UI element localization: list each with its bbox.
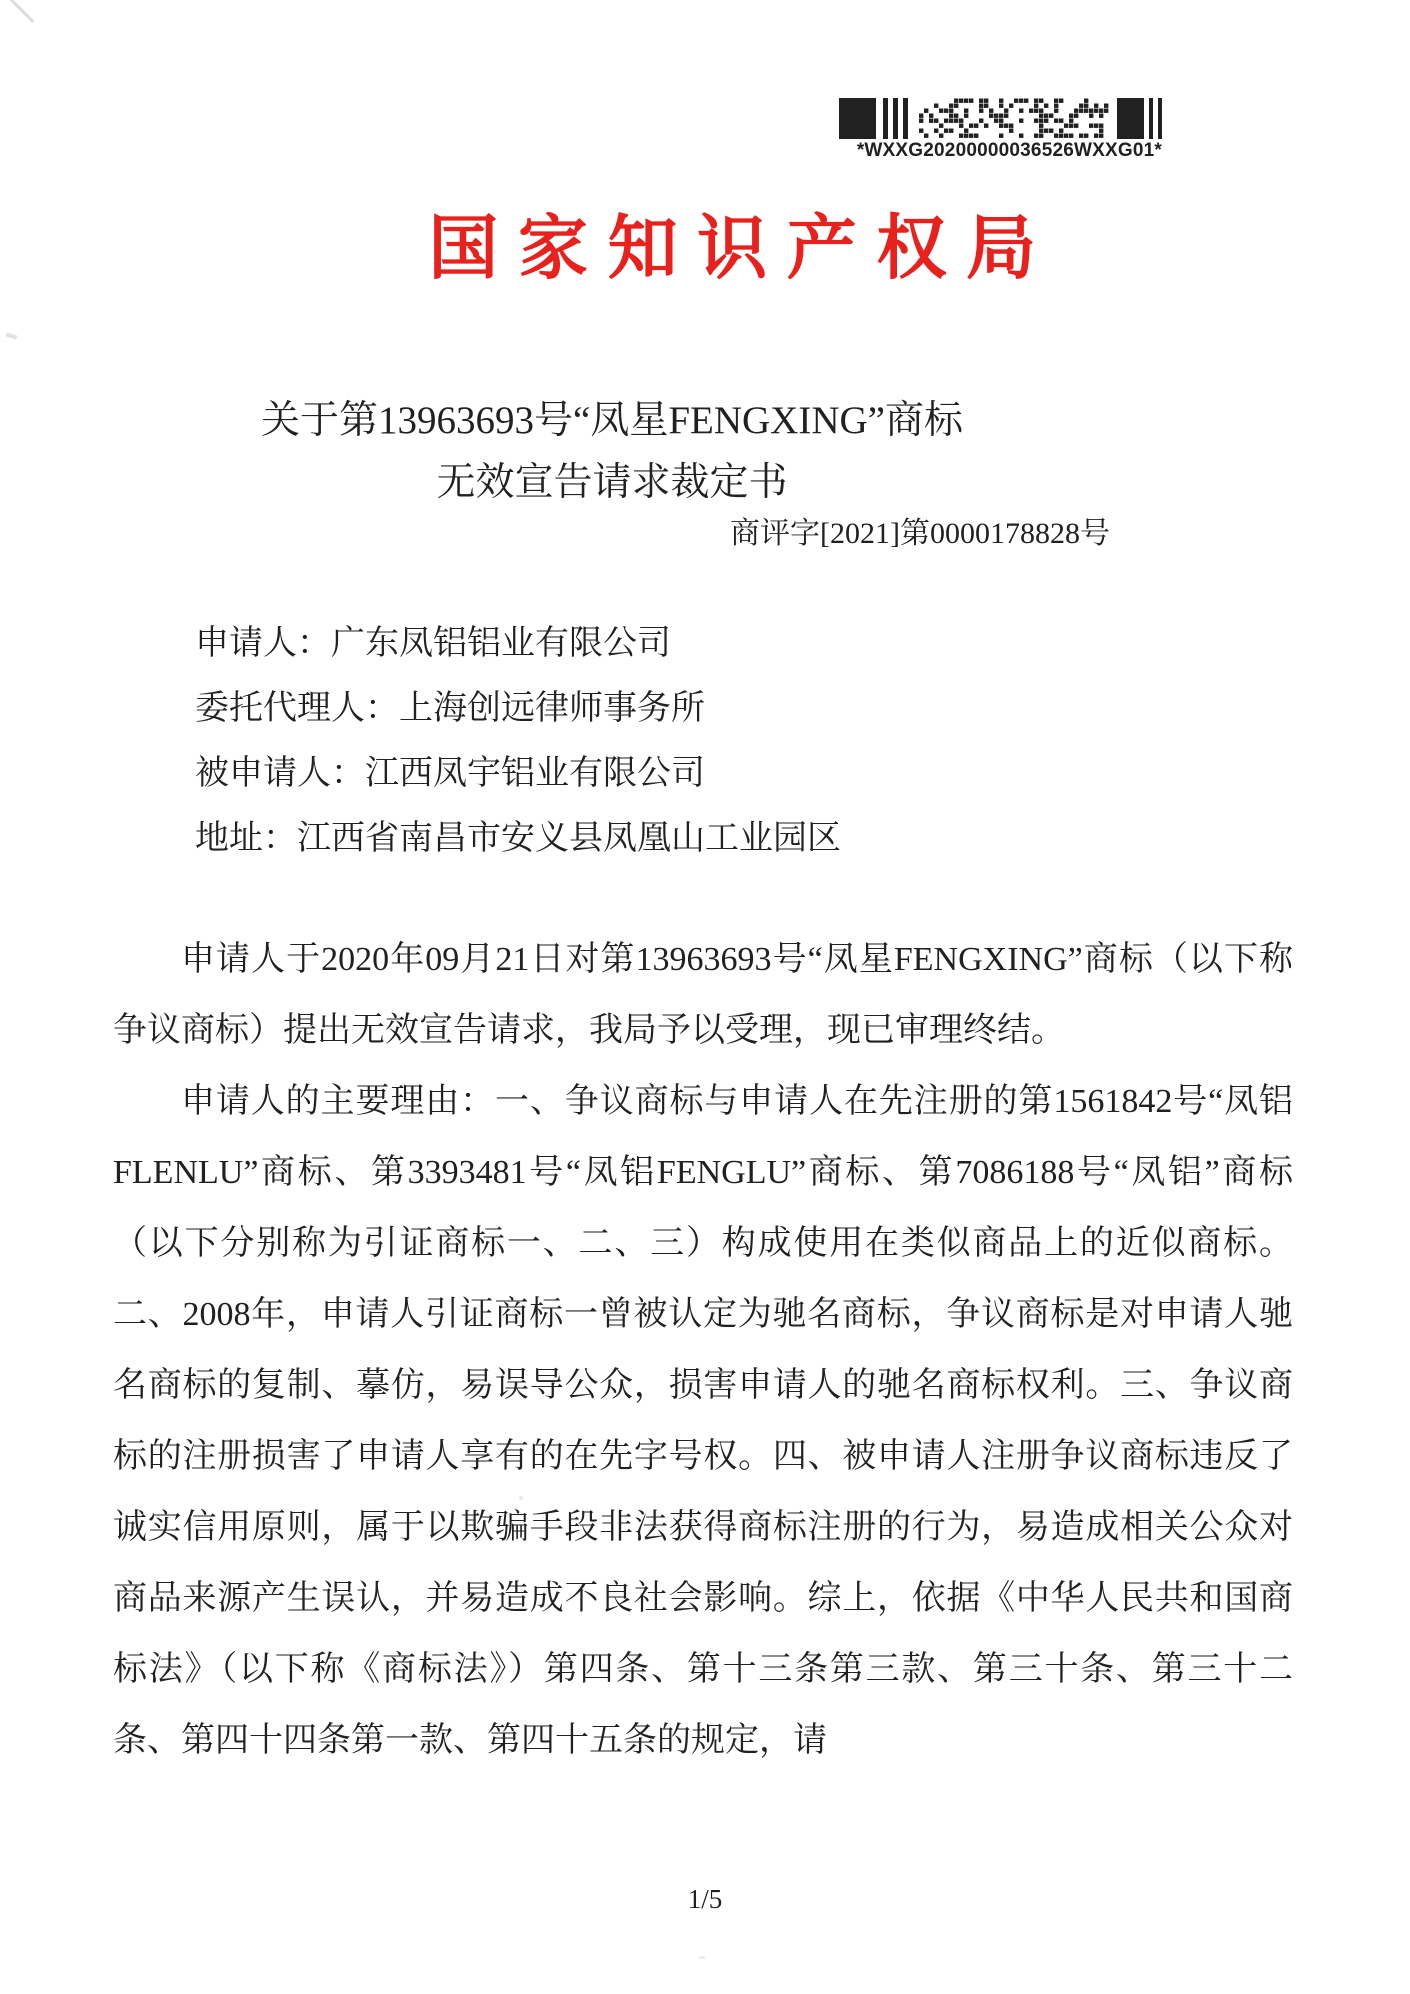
document-title-line2: 无效宣告请求裁定书 bbox=[436, 461, 788, 504]
barcode-bar bbox=[883, 98, 888, 139]
party-line: 地址：江西省南昌市安义县凤凰山工业园区 bbox=[195, 820, 841, 857]
body-paragraph: 申请人的主要理由：一、争议商标与申请人在先注册的第1561842号“凤铝 FLENLU”商标、第3393481号“凤铝FENGLU”商标、第7086188号“凤铝”商标（以下分别称为引证商标一、二、三）构成使用在类似商品上的近似商标。二、2008年，申请人引证商标一曾被认定为驰名商标，争议商标是对申请人驰名商标的复制、摹仿，易误导公众，损害申请人的驰名商标权利。三、争议商标的注册损害了申请人享有的在先字号权。四、被申请人注册争议商标违反了诚实信用原则，属于以欺骗手段非法获得商标注册的行为，易造成相关公众对商品来源产生误认，并易造成不良社会影响。综上，依据《中华人民共和国商标法》（以下称《商标法》）第四条、第十三条第三款、第三十条、第三十二条、第四十四条第一款、第四十五条的规定，请 bbox=[113, 1083, 1293, 1759]
party-line: 委托代理人：上海创远律师事务所 bbox=[195, 690, 705, 727]
barcode-dot-matrix bbox=[919, 98, 1109, 139]
scan-artifact bbox=[6, 332, 18, 339]
barcode bbox=[832, 98, 1162, 162]
scan-artifact bbox=[699, 1956, 705, 1959]
document-title bbox=[0, 390, 1410, 514]
scan-artifact bbox=[0, 0, 34, 23]
page-number: 1/5 bbox=[687, 1884, 723, 1914]
case-number: 商评字[2021]第0000178828号 bbox=[730, 517, 1110, 550]
barcode-text: *WXXG20200000036526WXXG01* bbox=[856, 140, 1162, 161]
barcode-end-block bbox=[1117, 98, 1144, 139]
barcode-graphic bbox=[832, 98, 1162, 139]
party-line: 申请人：广东凤铝铝业有限公司 bbox=[195, 625, 671, 662]
document-title-line1: 关于第13963693号“凤星FENGXING”商标 bbox=[261, 399, 963, 442]
agency-title: 国家知识产权局 bbox=[428, 209, 1056, 287]
decision-body bbox=[113, 924, 1293, 1776]
party-line: 被申请人：江西凤宇铝业有限公司 bbox=[195, 755, 705, 792]
parties-list bbox=[113, 611, 1293, 871]
barcode-bar bbox=[1149, 98, 1153, 139]
barcode-bar bbox=[893, 98, 898, 139]
barcode-bar bbox=[903, 98, 908, 139]
barcode-start-block bbox=[839, 98, 876, 139]
barcode-bar bbox=[1158, 98, 1162, 139]
body-paragraph: 申请人于2020年09月21日对第13963693号“凤星FENGXING”商标（以下称争议商标）提出无效宣告请求，我局予以受理，现已审理终结。 bbox=[113, 941, 1293, 1049]
